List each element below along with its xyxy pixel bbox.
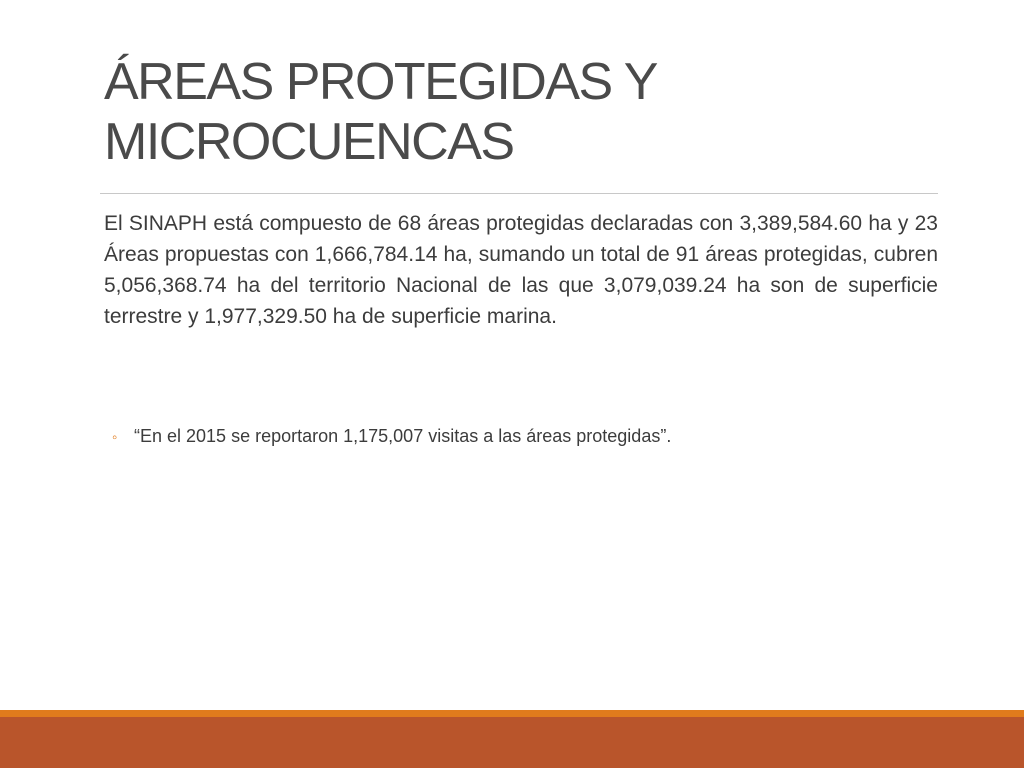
title-divider <box>100 193 938 194</box>
slide-title <box>104 52 924 172</box>
slide-title-line-2: MICROCUENCAS <box>104 113 514 171</box>
bullet-circle-icon: ◦ <box>112 429 118 446</box>
footer-band <box>0 717 1024 768</box>
footer-accent-stripe <box>0 710 1024 717</box>
slide-title-line-1: ÁREAS PROTEGIDAS Y <box>104 53 657 111</box>
bullet-item <box>112 422 932 450</box>
bullet-text: “En el 2015 se reportaron 1,175,007 visitas a las áreas protegidas”. <box>134 426 672 446</box>
body-paragraph: El SINAPH está compuesto de 68 áreas protegidas declaradas con 3,389,584.60 ha y 23 Áreas propuestas con 1,666,784.14 ha, sumando un total de 91 áreas protegidas, cubren 5,056,368.74 ha del territorio Nacional de las que 3,079,039.24 ha son de superficie terrestre y 1,977,329.50 ha de superficie marina. <box>104 212 938 328</box>
